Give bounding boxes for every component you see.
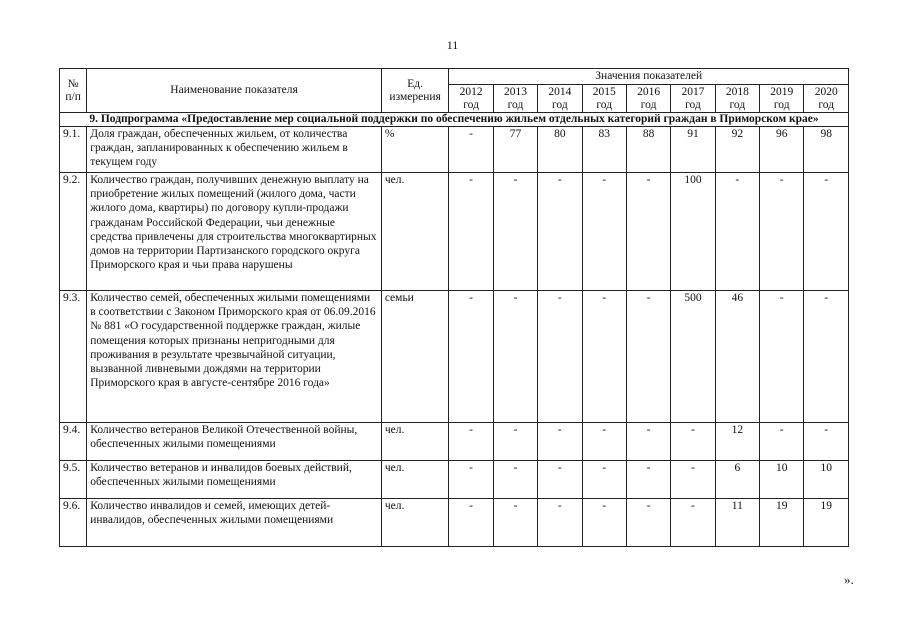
row-value: - <box>449 499 493 547</box>
row-value: - <box>493 291 537 423</box>
row-value: - <box>493 173 537 291</box>
closing-quote: ». <box>844 572 854 587</box>
header-year-number: 2016 <box>637 85 661 98</box>
table-row <box>60 423 849 461</box>
row-number: 9.3. <box>60 291 87 423</box>
header-year-number: 2015 <box>592 85 616 98</box>
row-indicator-name: Количество ветеранов Великой Отечественной войны, обеспеченных жилыми помещениями <box>87 423 382 461</box>
header-unit: Ед. измерения <box>381 69 449 113</box>
row-value: 80 <box>538 127 582 173</box>
header-year-suffix: год <box>818 98 835 111</box>
row-value: - <box>582 173 626 291</box>
row-value: - <box>626 173 670 291</box>
row-value: - <box>538 173 582 291</box>
row-value: - <box>449 173 493 291</box>
row-value: - <box>493 423 537 461</box>
header-year-number: 2018 <box>725 85 749 98</box>
row-value: - <box>538 423 582 461</box>
row-value: 19 <box>760 499 804 547</box>
row-value: 96 <box>760 127 804 173</box>
table-row <box>60 291 849 423</box>
header-year <box>582 85 626 113</box>
row-value: - <box>760 423 804 461</box>
row-value: 98 <box>804 127 849 173</box>
subprogram-title: 9. Подпрограмма «Предоставление мер социальной поддержки по обеспечению жильем отдельных категорий граждан в Приморском крае» <box>60 113 849 127</box>
page-number: 11 <box>446 38 459 52</box>
row-unit: чел. <box>381 461 449 499</box>
header-year <box>626 85 670 113</box>
header-year-number: 2017 <box>681 85 705 98</box>
header-year <box>760 85 804 113</box>
row-value: - <box>804 291 849 423</box>
row-value: 19 <box>804 499 849 547</box>
row-value: 91 <box>671 127 715 173</box>
header-year-number: 2014 <box>548 85 572 98</box>
header-year-suffix: год <box>551 98 568 111</box>
table-row <box>60 173 849 291</box>
header-year <box>804 85 849 113</box>
row-value: - <box>671 499 715 547</box>
header-year-number: 2020 <box>814 85 838 98</box>
row-indicator-name: Доля граждан, обеспеченных жильем, от количества граждан, запланированных к обеспечению жильем в текущем году <box>87 127 382 173</box>
row-value: 77 <box>493 127 537 173</box>
row-value: - <box>538 291 582 423</box>
header-year-suffix: год <box>463 98 479 111</box>
table-row <box>60 127 849 173</box>
row-value: - <box>760 173 804 291</box>
row-value: 12 <box>715 423 759 461</box>
row-value: - <box>804 423 849 461</box>
row-value: - <box>626 423 670 461</box>
header-year-number: 2012 <box>459 85 483 98</box>
row-unit: семьи <box>381 291 449 423</box>
header-year <box>449 85 493 113</box>
header-year-suffix: год <box>507 98 524 111</box>
header-name: Наименование показателя <box>87 69 382 113</box>
row-value: 88 <box>626 127 670 173</box>
header-values-group: Значения показателей <box>449 69 849 85</box>
row-value: - <box>449 291 493 423</box>
header-num: № п/п <box>60 69 87 113</box>
table-row <box>60 499 849 547</box>
indicators-table <box>59 68 849 547</box>
row-number: 9.5. <box>60 461 87 499</box>
row-value: 500 <box>671 291 715 423</box>
header-year-number: 2013 <box>503 85 527 98</box>
row-value: - <box>626 461 670 499</box>
row-value: - <box>626 499 670 547</box>
header-year <box>538 85 582 113</box>
row-value: - <box>582 423 626 461</box>
row-unit: чел. <box>381 423 449 461</box>
row-value: 10 <box>760 461 804 499</box>
header-year-suffix: год <box>773 98 790 111</box>
row-value: - <box>804 173 849 291</box>
row-value: - <box>493 499 537 547</box>
row-number: 9.4. <box>60 423 87 461</box>
header-year-suffix: год <box>729 98 746 111</box>
header-year <box>671 85 715 113</box>
row-value: - <box>538 461 582 499</box>
row-value: 46 <box>715 291 759 423</box>
header-year-suffix: год <box>640 98 657 111</box>
row-indicator-name: Количество семей, обеспеченных жилыми помещениями в соответствии с Законом Приморского края от 06.09.2016 № 881 «О государственной поддержке граждан, жилые помещения которых признаны непригодными для проживания в результате чрезвычайной ситуации, вызванной ливневыми дождями на территории Приморского края в августе-сентябре 2016 года» <box>87 291 382 423</box>
row-number: 9.1. <box>60 127 87 173</box>
row-number: 9.2. <box>60 173 87 291</box>
row-value: - <box>449 461 493 499</box>
row-value: - <box>449 423 493 461</box>
header-year <box>715 85 759 113</box>
row-indicator-name: Количество ветеранов и инвалидов боевых действий, обеспеченных жилыми помещениями <box>87 461 382 499</box>
row-value: 83 <box>582 127 626 173</box>
row-indicator-name: Количество инвалидов и семей, имеющих детей-инвалидов, обеспеченных жилыми помещениями <box>87 499 382 547</box>
row-unit: чел. <box>381 173 449 291</box>
row-unit: % <box>381 127 449 173</box>
row-unit: чел. <box>381 499 449 547</box>
header-year-suffix: год <box>596 98 613 111</box>
row-value: - <box>671 461 715 499</box>
row-value: - <box>449 127 493 173</box>
row-value: 92 <box>715 127 759 173</box>
row-value: - <box>538 499 582 547</box>
row-value: 10 <box>804 461 849 499</box>
row-value: - <box>493 461 537 499</box>
row-value: - <box>582 499 626 547</box>
row-value: - <box>582 461 626 499</box>
header-year-suffix: год <box>685 98 701 111</box>
row-value: - <box>626 291 670 423</box>
row-value: - <box>760 291 804 423</box>
row-number: 9.6. <box>60 499 87 547</box>
header-year-number: 2019 <box>770 85 794 98</box>
row-value: 11 <box>715 499 759 547</box>
row-indicator-name: Количество граждан, получивших денежную выплату на приобретение жилых помещений (жилого дома, части жилого дома, квартиры) по договору купли-продажи гражданам Российской Федерации, чьи денежные средства привлечены для строительства многоквартирных домов на территории Партизанского городского округа Приморского края и чьи права нарушены <box>87 173 382 291</box>
row-value: - <box>715 173 759 291</box>
header-year <box>493 85 537 113</box>
row-value: 100 <box>671 173 715 291</box>
table-row <box>60 461 849 499</box>
row-value: - <box>582 291 626 423</box>
row-value: 6 <box>715 461 759 499</box>
row-value: - <box>671 423 715 461</box>
